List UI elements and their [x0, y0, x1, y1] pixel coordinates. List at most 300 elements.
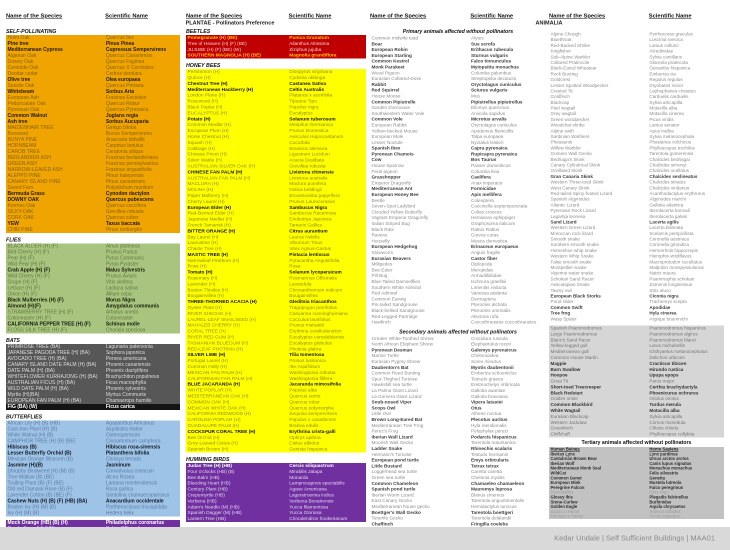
species-name: Pyrenean Rock Lizard [550, 208, 596, 214]
species-name: Red-tailed Spiny-footed Lizard [550, 190, 613, 196]
scientific-name: Picus viridis [649, 116, 674, 122]
scientific-column-header: Scientific Name [288, 13, 332, 19]
scientific-name: Phasianus colchicus [649, 139, 692, 145]
scientific-name: Casuarina cunninghamiana [289, 310, 348, 317]
species-name: Rose (H) [187, 263, 207, 270]
scientific-name: Apodemus flavicollis [470, 127, 514, 134]
section-title: Primary animals affected without pollinators [402, 28, 514, 35]
scientific-name: Bos Taurus [470, 156, 497, 163]
scientific-name: Felis silvestris [649, 471, 679, 476]
scientific-name: Erythrina crista-galli [289, 428, 336, 435]
scientific-name: Armadillidiidae [470, 272, 502, 279]
scientific-name: Ficus macrophylla [105, 380, 147, 386]
species-name: Boxwood [7, 131, 29, 137]
species-name: Collared Pratincole [550, 59, 590, 65]
species-row [186, 53, 366, 59]
scientific-name: Hedera helix [105, 510, 134, 516]
species-name: Bird Cherry (H) (F) [7, 249, 49, 255]
scientific-name: Fraxinus pennsylvanica [105, 161, 159, 167]
species-name: Eurasian Blackcap [550, 413, 589, 419]
scientific-name: Hyla meridionalis [470, 422, 507, 428]
species-name: Chaffinch [371, 520, 394, 527]
scientific-name: Persea americana [105, 356, 147, 362]
species-name: Hibiscus (B) [7, 444, 37, 450]
scientific-name: Pinus canariensis [105, 179, 146, 185]
species-name: French Tamarisk (H) [187, 222, 231, 228]
scientific-name: Alcedinidae [649, 48, 674, 54]
species-name: Whitebeam [7, 89, 35, 95]
scientific-name: Athene noctua [470, 410, 502, 417]
scientific-name: Erinaceus europaeus [470, 243, 519, 250]
species-name: European Ash [7, 95, 39, 101]
species-name: Bee Balm (HB) [187, 474, 220, 481]
species-name: Peregrine Falcon [550, 485, 585, 490]
species-name: Glossy Ibis [550, 495, 573, 500]
scientific-name: Carpinus betulus [105, 143, 144, 149]
species-name: Daubenton's Bat [371, 364, 409, 370]
species-name: MEXICAN FAN PALM (H) [187, 369, 243, 376]
scientific-name: Prunus Padus [105, 249, 138, 255]
scientific-name: Oriolus oriolus [649, 396, 679, 402]
species-name: Greater White-Toothed Shrew [371, 335, 434, 341]
species-row [186, 516, 366, 522]
scientific-name: Punica Granatum [289, 35, 329, 41]
scientific-name: Anguis fragilis [470, 249, 501, 255]
scientific-name: Solanum lycopersicum [289, 269, 342, 276]
species-name: CANARY ISLAND DATE PALM (H) (BA) [7, 362, 97, 368]
scientific-name: Quercus Petraea [105, 83, 144, 89]
scientific-name: Coronella girondica [649, 242, 689, 248]
species-name: Japanese Medlar (H) [187, 216, 233, 223]
species-name: AUSTRALIAN SILVER OAK (H) [187, 163, 256, 169]
species-name: Magpie [550, 360, 567, 366]
scientific-name: Elephantulus rozeti [470, 341, 511, 347]
section-yellow [186, 69, 366, 452]
scientific-name: Chalcides simonyi [649, 162, 687, 168]
scientific-name: Meropidae [470, 266, 494, 273]
scientific-name: Colias croceus [470, 208, 502, 215]
scientific-name: Mauremys leprosa [470, 486, 513, 492]
species-name: Ocellated Skink [550, 168, 583, 174]
scientific-name: Grevillea robusta [289, 163, 326, 169]
species-name: House Mouse [371, 92, 401, 99]
species-row [370, 319, 546, 325]
scientific-name: Lynx pardinus [649, 451, 678, 457]
scientific-name: Sylvia atricapilla [649, 99, 683, 105]
column-plantae-2 [186, 13, 366, 522]
scientific-name: Columba palumbus [470, 69, 512, 76]
scientific-name: Aquila chrysaetos [649, 504, 686, 510]
scientific-name: Diplopoda [470, 261, 493, 267]
species-name: Verbena (HB) [187, 498, 217, 504]
scientific-name: Streptopelia decaocto [470, 75, 517, 82]
species-name: Black-Eared Wheatear [550, 65, 597, 71]
species-name: Boettger's Wall Gecko [371, 509, 421, 515]
scientific-name: Gleditsia triacanthos [289, 299, 337, 305]
species-name: Bougainvillea (H) [187, 293, 225, 299]
species-name: SILKY-OAK [7, 209, 34, 215]
species-row [6, 511, 180, 517]
species-name: Moorish Wall Gecko [371, 439, 414, 446]
species-name: Yellow-Necked Mouse [371, 127, 418, 134]
scientific-name: Pyrus Pyraster [105, 261, 139, 267]
scientific-name: Prunus Laurocerasus [289, 198, 335, 205]
species-name: Chaste Tree (H) [187, 246, 222, 252]
species-name: PRIMROSE TREE (BA) [7, 344, 61, 350]
scientific-name: Sylvia atricapilla [649, 413, 683, 419]
species-name: CALIFORNIAN FAN PALM (H) [187, 375, 253, 382]
species-name: Green woodpecker [550, 116, 590, 122]
scientific-name: Tarentola angustimentalis [470, 497, 525, 504]
scientific-name: Ceratonia siliqua [105, 149, 144, 155]
species-name: Cherry Laurel (H) [187, 198, 225, 205]
species-name: Mediterranean gull [550, 349, 589, 355]
scientific-name: Upupa epops [649, 372, 679, 378]
species-column-header: Name of the Species [549, 13, 606, 19]
scientific-name: Musca domestica [470, 237, 508, 244]
scientific-name: Quercus Faginea [105, 59, 145, 65]
column-plantae-1 [6, 13, 180, 532]
scientific-name: Dryobates minor [649, 82, 684, 88]
scientific-name: Apis mellifera [470, 191, 502, 198]
species-name: Lagartija leonesa [550, 213, 586, 219]
species-name: Cashew Nuts (H) (B) (F) (HB) (BA) [7, 498, 88, 504]
scientific-name: Aesculus Hippocastanum [289, 133, 344, 140]
section-purple [186, 463, 366, 522]
scientific-name: Broussonetia papyrifera [289, 192, 340, 199]
scientific-name: Castanea Sativa [289, 80, 327, 87]
scientific-name: Bougainvillea [289, 293, 318, 299]
species-name: EUCALYPTUS (H) [187, 110, 228, 116]
scientific-name: Testudo hermanni [470, 451, 509, 457]
species-name: Smooth snake [550, 236, 580, 242]
species-name: GREEN ASH [7, 161, 37, 167]
species-name: Bluethroat [550, 37, 572, 43]
species-name: Tenerife Gecko [371, 515, 404, 521]
species-name: Cantabrian Brown Bear [550, 456, 598, 462]
scientific-name: Araucaria bidwillii [105, 137, 145, 143]
scientific-name: Quercus robur [289, 399, 320, 405]
scientific-name: Alectoris rufa [470, 313, 499, 319]
species-name: Spanish pond turtle [371, 486, 416, 492]
species-name: Blackcap [550, 99, 570, 105]
species-name: Bermuda Grass [7, 191, 45, 197]
scientific-name: Sorbus Aria [105, 89, 134, 95]
scientific-name: Regulus regulus [649, 77, 683, 83]
scientific-name: Apodidae [649, 304, 671, 310]
scientific-name: Luscinia svecica [649, 37, 683, 43]
scientific-name: Ischnura graellsii [470, 278, 507, 284]
scientific-name: Strix aluco [649, 287, 671, 293]
species-name: Bleeding Heart (HB) [187, 480, 231, 487]
species-name: Grey-Leaved Cistus (H) [187, 440, 238, 447]
section-plain [370, 35, 546, 325]
scientific-name: Tarentola boettgeri [470, 509, 514, 515]
column-header [6, 13, 180, 21]
scientific-name: Caretta caretta [470, 468, 502, 475]
species-name: Wild Cherry (H) (F) [7, 273, 50, 279]
species-name: Lesser Spotted Woodpecker [550, 82, 609, 88]
species-name: Hawksbill sea turtle [371, 381, 412, 388]
species-name: Aesculapian Snake [550, 282, 590, 288]
species-name: Common Chameleon [371, 480, 419, 486]
species-name: AVOCADO TREE (H) (BA) [7, 356, 67, 362]
species-name: Goldcrest [550, 77, 571, 83]
species-column-header: Name of the Species [6, 13, 63, 19]
scientific-name: Ursus arctos arctos [649, 456, 689, 462]
scientific-name: Jacaranda mimosifolia [289, 381, 341, 388]
species-name: Kingfisher [550, 48, 571, 54]
scientific-name: Jasminum [105, 462, 131, 468]
scientific-name: Tarentola gomerensis [649, 151, 694, 157]
species-name: Feral pigeon [371, 168, 398, 174]
species-row [6, 328, 180, 334]
scientific-name: Falco tinnunculus [470, 58, 512, 64]
scientific-name: Otus [470, 404, 482, 411]
species-name: Almond (H)(F) [7, 303, 41, 309]
column-body [370, 28, 546, 532]
species-name: North African Elephant Shrew [371, 341, 433, 347]
scientific-name: Maclura pomifera [289, 181, 327, 187]
scientific-name: Corvus monedula [649, 419, 686, 425]
scientific-name: Galemys pyrenaicus [470, 346, 517, 353]
scientific-name: Psammodromus hispanicus [649, 325, 706, 331]
scientific-name: Hirundo rustica [649, 366, 684, 372]
species-name: Southern smooth snake [550, 242, 600, 248]
species-name: Willow Warbler [550, 145, 581, 151]
scientific-name: Quercus polymorpha [289, 405, 334, 411]
species-name: CAMPHOR TREE (H) (B) (BE) [7, 438, 76, 444]
scientific-name: Ilex Aquifolium [289, 364, 321, 370]
species-name: Lavender (H) [187, 281, 216, 287]
column-body [549, 28, 724, 519]
species-name: Horseshoe whip snake [550, 247, 597, 253]
scientific-name: Coccothraustes coccothraustes [470, 319, 537, 325]
scientific-name: Arvicola sapidus [470, 110, 506, 116]
species-name: Clouded Yellow Butterfly [371, 208, 423, 215]
species-row [549, 514, 724, 519]
scientific-name: Hierophis viridiflavus [649, 253, 692, 259]
species-name: CHINESE FAN PALM (H) [187, 169, 243, 175]
scientific-name: Columba livia [470, 168, 500, 174]
scientific-name: Fraxinus Excelsior [105, 95, 147, 101]
species-name: Silver Wattle (H) [187, 157, 223, 164]
section-title: BUTTERFLIES [6, 414, 43, 420]
species-name: CALIFORNIA REDWOOD (H) [187, 411, 251, 417]
scientific-name: Vitis vinifera [105, 279, 133, 285]
scientific-name: Chalcides striatus [649, 179, 686, 185]
species-name: Alpine swift [550, 128, 574, 134]
scientific-name: Diospyros virginiana [289, 69, 333, 75]
species-name: Black Poplar (H) [187, 104, 223, 110]
column-header [549, 13, 724, 21]
species-name: Canary Cylindrical Skink [550, 162, 601, 168]
species-name: European Starling [371, 52, 412, 58]
species-name: Large Psammodromus [550, 331, 597, 337]
section-plain [370, 335, 546, 532]
species-name: Shrubby Bindweed (H) (M) (B) [7, 468, 75, 474]
scientific-name: Glareola pratincola [649, 59, 688, 65]
species-name: Lettuce (H) (F) [7, 285, 41, 291]
species-name: Eurasian Collared-Dove [371, 75, 422, 82]
species-name: Common Walnut [7, 113, 48, 119]
species-name: Western Green Lizard [550, 225, 596, 231]
species-name: Mexican Orange Blossom (B) [7, 456, 73, 462]
section-title: SELF-POLLINATING [6, 28, 57, 35]
species-name: CORAL TREE (H) [187, 328, 226, 335]
scientific-name: Zamenis longissimus [649, 282, 693, 288]
scientific-name: Parus major [649, 378, 675, 384]
species-name: European Hedgehog [371, 243, 418, 250]
scientific-name: Rattus Rattus [470, 226, 500, 232]
scientific-name: Sorex minutus [470, 358, 501, 365]
species-row [186, 447, 366, 453]
scientific-name: Ailanthus Altissima [289, 40, 330, 47]
scientific-name: Vitex Agnus-Castus [289, 246, 332, 252]
species-name: Cast-Iron Plant (H) (B) [7, 426, 58, 432]
species-name: Pin-tailed Sandgrouse [371, 301, 418, 308]
species-name: BITTER ORANGE (H) [187, 228, 236, 234]
species-name: Sardinian Warblers [550, 134, 590, 140]
scientific-name: Osteospermum [105, 432, 141, 438]
scientific-name: Phoenix sylvestris [105, 386, 146, 392]
species-name: Chestnut Tree (H) [187, 80, 228, 87]
species-name: Millipedes [371, 261, 393, 267]
scientific-name: Vanessa atalanta [470, 290, 507, 296]
scientific-name: Malus Sylvestris [105, 267, 146, 273]
scientific-name: Alcea Rosea [105, 474, 135, 480]
scientific-name: Quercus cerris [289, 393, 321, 400]
scientific-name: Formicidae [470, 185, 496, 192]
section-title: Secondary animals affected without pollinators [399, 328, 517, 335]
scientific-column-header: Scientific Name [470, 13, 514, 19]
species-name: Cerrioide Oak [7, 65, 39, 71]
species-name: Demoiselles [550, 490, 574, 495]
scientific-name: Tarentola mauritanica [470, 439, 516, 446]
scientific-name: Polystichum munitum [105, 185, 154, 191]
species-name: Lesser Butterfly Orchid (B) [7, 450, 72, 456]
scientific-name: Alnus glutinosa [105, 243, 140, 249]
species-name: Crested Tit [550, 88, 573, 94]
species-name: Sword Fern [7, 185, 34, 191]
species-name: European Elder (H) [187, 204, 231, 211]
species-name: Hawfinch [371, 319, 391, 325]
scientific-name: Carduelis carduelis [649, 94, 689, 100]
scientific-name: Oryctolagus cuniculus [470, 121, 517, 128]
species-name: Mock Orange (HB) (B) (H) [7, 520, 68, 526]
scientific-name: Algyroides marchi [649, 196, 686, 202]
species-name: Onion (H) (F) [7, 291, 37, 297]
species-name: Red-Backed Shrike [550, 42, 591, 48]
scientific-name: Mustela lutreola [649, 480, 682, 486]
species-name: Mediterranean Cypress [7, 47, 63, 53]
species-name: Pied wagtail [550, 105, 576, 111]
species-name: Chiffchaff [550, 431, 570, 437]
species-name: Iberian Worm Lizard [371, 491, 414, 498]
species-name: Holm Oak [7, 35, 30, 41]
species-name: Paper Mulberry (H) [187, 192, 229, 199]
species-name: Slowworm [371, 249, 394, 255]
species-name: MEXICAN WHITE OAK (H) [187, 405, 246, 411]
scientific-name: Tetrax tetrax [470, 462, 499, 469]
scientific-name: Chalcides bedriagai [649, 156, 690, 162]
species-name: Barn Swallow [550, 366, 581, 372]
species-name: DATE PALM (H) (BA) [7, 368, 55, 374]
species-name: Grey wagtail [550, 111, 577, 117]
species-name: Montagu's Harrier [550, 514, 584, 519]
species-name: Sand Lizard [550, 219, 577, 225]
scientific-name: Olea europaea [105, 77, 141, 83]
species-name: Century Plant (HB) [187, 486, 228, 493]
species-name: Common Reed Bunting [371, 370, 421, 376]
scientific-name: Iberolacerta galani [649, 213, 688, 219]
scientific-name: Parthenocissus tricuspidata [105, 504, 167, 510]
scientific-name: Ginkgo biloba [105, 125, 137, 131]
species-name: RED-LEAF PHOTINIA (H) [187, 346, 243, 352]
species-name: Cabbage (H) [187, 145, 215, 152]
scientific-name: Tipuana Tipu [289, 98, 317, 105]
scientific-name: Cinnamomum camphora [105, 438, 161, 444]
species-name: Bee-Eater [371, 266, 393, 273]
scientific-name: Emberiza schoeniclus [470, 370, 517, 376]
scientific-name: Taxus baccata [105, 221, 140, 227]
species-name: Common Vole [371, 116, 403, 122]
species-name: Common Kestrel [371, 58, 410, 64]
scientific-name: Lanius collurio [649, 42, 679, 48]
scientific-name: Argiope bruennichi [649, 316, 688, 322]
scientific-name: Tragopogon porrifolius [289, 305, 338, 311]
species-name: Mediterranean Ant [371, 185, 413, 192]
species-name: CALIFORNIA PEPPER TREE (H) (F) [7, 321, 91, 327]
species-name: Trailing Plant (B) (F) (BE) [7, 480, 64, 486]
scientific-name: Buxus Sempervirens [105, 131, 152, 137]
scientific-name: Coleoptera [470, 197, 494, 203]
scientific-name: Choisya ternata [105, 456, 141, 462]
species-name: Human Beings [550, 447, 580, 452]
scientific-name: Sus scrofa [470, 40, 495, 47]
species-name: Ash tree [7, 119, 28, 125]
species-name: CANARY ISLAND PINE [7, 179, 61, 185]
species-name: Black-bellied Sandgrouse [371, 307, 425, 313]
species-name: Loggerhead sea turtle [371, 468, 418, 475]
scientific-name: Certhia brachydactyla [649, 384, 698, 390]
scientific-name: Eliomys quercinus [470, 104, 509, 111]
species-name: Kermes Oak [7, 203, 36, 209]
scientific-name: Ziziphus jujuba [289, 46, 322, 53]
scientific-name: Myotis daubentonii [470, 364, 514, 370]
scientific-name: Cucurbita [289, 139, 310, 146]
species-name: European Plum (H) [187, 128, 229, 134]
scientific-name: Podarcis hispanicus [470, 433, 517, 440]
scientific-name: Platanus x acerifolia [289, 92, 333, 99]
species-name: Narrowleaf Firethorn (H) [187, 257, 240, 264]
species-name: Eurasian Pygmy Shrew [371, 358, 421, 365]
scientific-name: Pterocles alchata [470, 301, 507, 308]
scientific-name: Turdus merula [649, 402, 681, 408]
scientific-name: Talpa europaea [470, 133, 504, 140]
scientific-name: Chalcides viridanus [649, 185, 690, 191]
column-header [370, 13, 546, 21]
scientific-name: Vipera latastei [470, 399, 503, 405]
species-name: COCKSPUR CORAL TREE (H) [187, 428, 256, 435]
species-name: Common House Martin [550, 354, 598, 360]
species-name: Boston Thistles (H) [187, 287, 229, 293]
species-name: Pedunculate Oak [7, 101, 46, 107]
species-name: Rosemary (H) [187, 275, 218, 282]
species-name: Black Rats [371, 226, 394, 232]
scientific-name: Eucalyptus globulus [289, 340, 332, 346]
section-tertiary [549, 447, 724, 519]
